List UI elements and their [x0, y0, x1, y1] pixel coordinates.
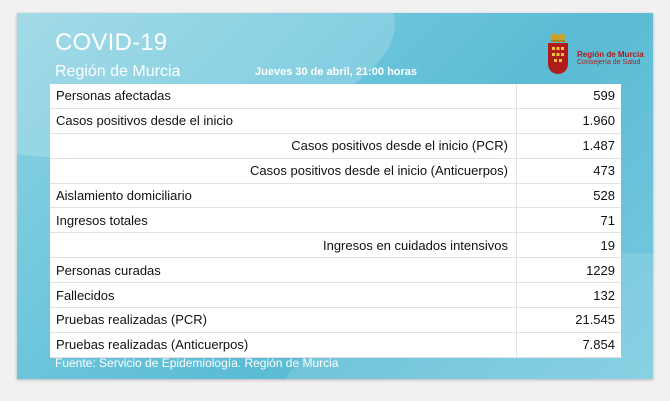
logo-org-name: Región de Murcia — [577, 50, 644, 59]
table-row — [50, 183, 621, 208]
row-value: 473 — [517, 158, 622, 183]
row-label: Personas curadas — [50, 258, 517, 283]
table-row — [50, 208, 621, 233]
table-row — [50, 258, 621, 283]
table-row — [50, 233, 621, 258]
row-value: 132 — [517, 283, 622, 308]
row-label: Ingresos en cuidados intensivos — [50, 233, 517, 258]
row-label: Aislamiento domiciliario — [50, 183, 517, 208]
row-value: 19 — [517, 233, 622, 258]
covid-report-card — [17, 13, 653, 379]
report-title: COVID-19 — [55, 29, 168, 56]
region-name: Región de Murcia — [55, 63, 181, 80]
table-row — [50, 84, 621, 108]
row-value: 1.960 — [517, 108, 622, 133]
row-value: 7.854 — [517, 332, 622, 357]
row-label: Pruebas realizadas (Anticuerpos) — [50, 332, 517, 357]
row-value: 528 — [517, 183, 622, 208]
row-value: 21.545 — [517, 308, 622, 333]
coat-of-arms-icon — [546, 31, 570, 75]
row-label: Casos positivos desde el inicio — [50, 108, 517, 133]
table-row — [50, 108, 621, 133]
source-note: Fuente: Servicio de Epidemiología. Región de Murcia — [55, 356, 339, 370]
covid-stats-table — [50, 84, 621, 358]
table-row — [50, 133, 621, 158]
table-row — [50, 283, 621, 308]
logo-dept-name: Consejería de Salud — [577, 59, 641, 66]
region-logo — [546, 31, 646, 81]
row-value: 1229 — [517, 258, 622, 283]
row-label: Fallecidos — [50, 283, 517, 308]
row-label: Pruebas realizadas (PCR) — [50, 308, 517, 333]
table-row — [50, 158, 621, 183]
row-label: Ingresos totales — [50, 208, 517, 233]
row-value: 71 — [517, 208, 622, 233]
row-label: Casos positivos desde el inicio (Anticuerpos) — [50, 158, 517, 183]
row-label: Casos positivos desde el inicio (PCR) — [50, 133, 517, 158]
table-row — [50, 308, 621, 333]
row-value: 599 — [517, 84, 622, 108]
row-value: 1.487 — [517, 133, 622, 158]
row-label: Personas afectadas — [50, 84, 517, 108]
table-row — [50, 332, 621, 357]
report-date: Jueves 30 de abril, 21:00 horas — [255, 66, 418, 78]
